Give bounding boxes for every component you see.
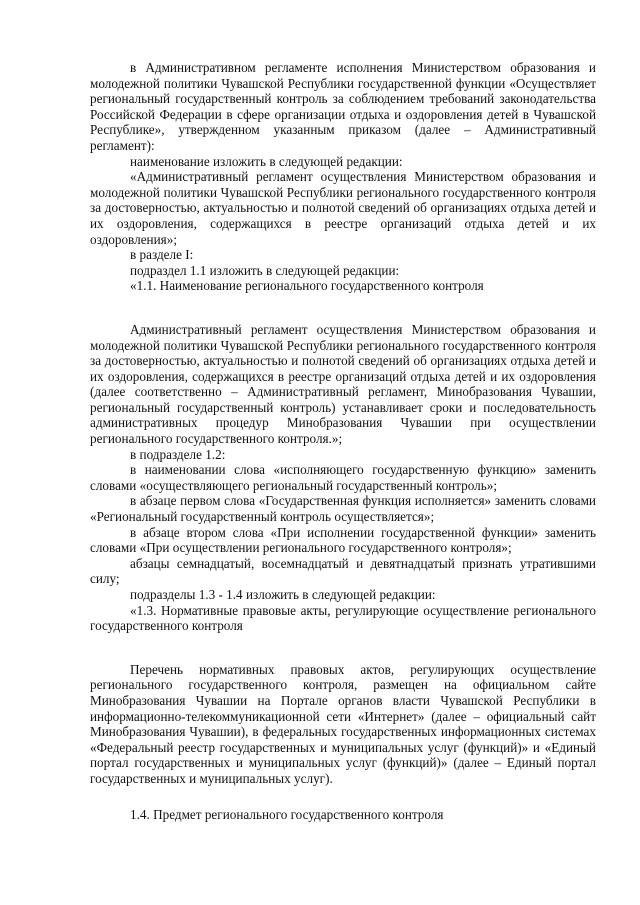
paragraph-1-3-body: Перечень нормативных правовых актов, регулирующих осуществление регионального государственного контроля, размещен на официальном сайте Минобразования Чувашии на Портале органов власти Чувашской Республики в информационно-телекоммуникационной сети «Интернет» (далее – официальный сайт Минобразования Чувашии), в федеральных государственных информационных системах «Федеральный реестр государственных и муниципальных услуг (функций)» и «Единый портал государственных и муниципальных услуг (функций)» (далее – Единый портал государственных и муниципальных услуг).	[90, 661, 596, 786]
paragraph-subsection-1-2: в подразделе 1.2:	[130, 446, 226, 462]
paragraph-replace-title-words: в наименовании слова «исполняющего государственную функцию» заменить словами «осуществляющего региональный государственный контроль»;	[90, 462, 596, 493]
heading-1-3: «1.3. Нормативные правовые акты, регулирующие осуществление регионального государственного контроля	[90, 602, 596, 634]
spacer	[90, 634, 596, 662]
document-page	[90, 60, 596, 822]
paragraph-regulation-intro: в Административном регламенте исполнения Министерством образования и молодежной политики Чувашской Республики государственной функции «Осуществляет региональный государственный контроль за соблюдением требований законодательства Российской Федерации в сфере организации отдыха и оздоровления детей в Чувашской Республике», утвержденном указанным приказом (далее – Административный регламент):	[90, 60, 596, 153]
paragraph-subsections-1-3-1-4-instruction: подразделы 1.3 - 1.4 изложить в следующей редакции:	[130, 587, 436, 602]
paragraph-void-paragraphs: абзацы семнадцатый, восемнадцатый и девятнадцатый признать утратившими силу;	[90, 555, 596, 587]
paragraph-replace-second-para: в абзаце втором слова «При исполнении государственной функции» заменить словами «При осуществлении регионального государственного контроля»;	[90, 524, 596, 556]
paragraph-replace-first-para: в абзаце первом слова «Государственная функция исполняется» заменить словами «Региональный государственный контроль осуществляется»;	[90, 493, 596, 525]
heading-1-4: 1.4. Предмет регионального государственного контроля	[130, 806, 444, 822]
paragraph-rename-instruction: наименование изложить в следующей редакции:	[130, 153, 403, 169]
paragraph-section-one: в разделе I:	[130, 247, 194, 263]
paragraph-new-title: «Административный регламент осуществления Министерством образования и молодежной политики Чувашской Республики регионального государственного контроля за достоверностью, актуальностью и полнотой сведений об организациях отдыха детей и их оздоровления, содержащихся в реестре организаций отдыха детей и их оздоровления»;	[90, 169, 596, 247]
spacer	[90, 294, 596, 322]
heading-1-1: «1.1. Наименование регионального государственного контроля	[130, 278, 484, 294]
paragraph-subsection-1-1-instruction: подраздел 1.1 изложить в следующей редакции:	[130, 262, 400, 278]
paragraph-1-1-body: Административный регламент осуществления Министерством образования и молодежной политики Чувашской Республики регионального государственного контроля за достоверностью, актуальностью и полнотой сведений об организациях отдыха детей и их оздоровления, содержащихся в реестре организаций отдыха детей и их оздоровления (далее соответственно – Административный регламент, Минобразования Чувашии, региональный государственный контроль) устанавливает сроки и последовательность административных процедур Минобразования Чувашии при осуществлении регионального государственного контроля.»;	[90, 321, 596, 447]
spacer	[90, 787, 596, 807]
